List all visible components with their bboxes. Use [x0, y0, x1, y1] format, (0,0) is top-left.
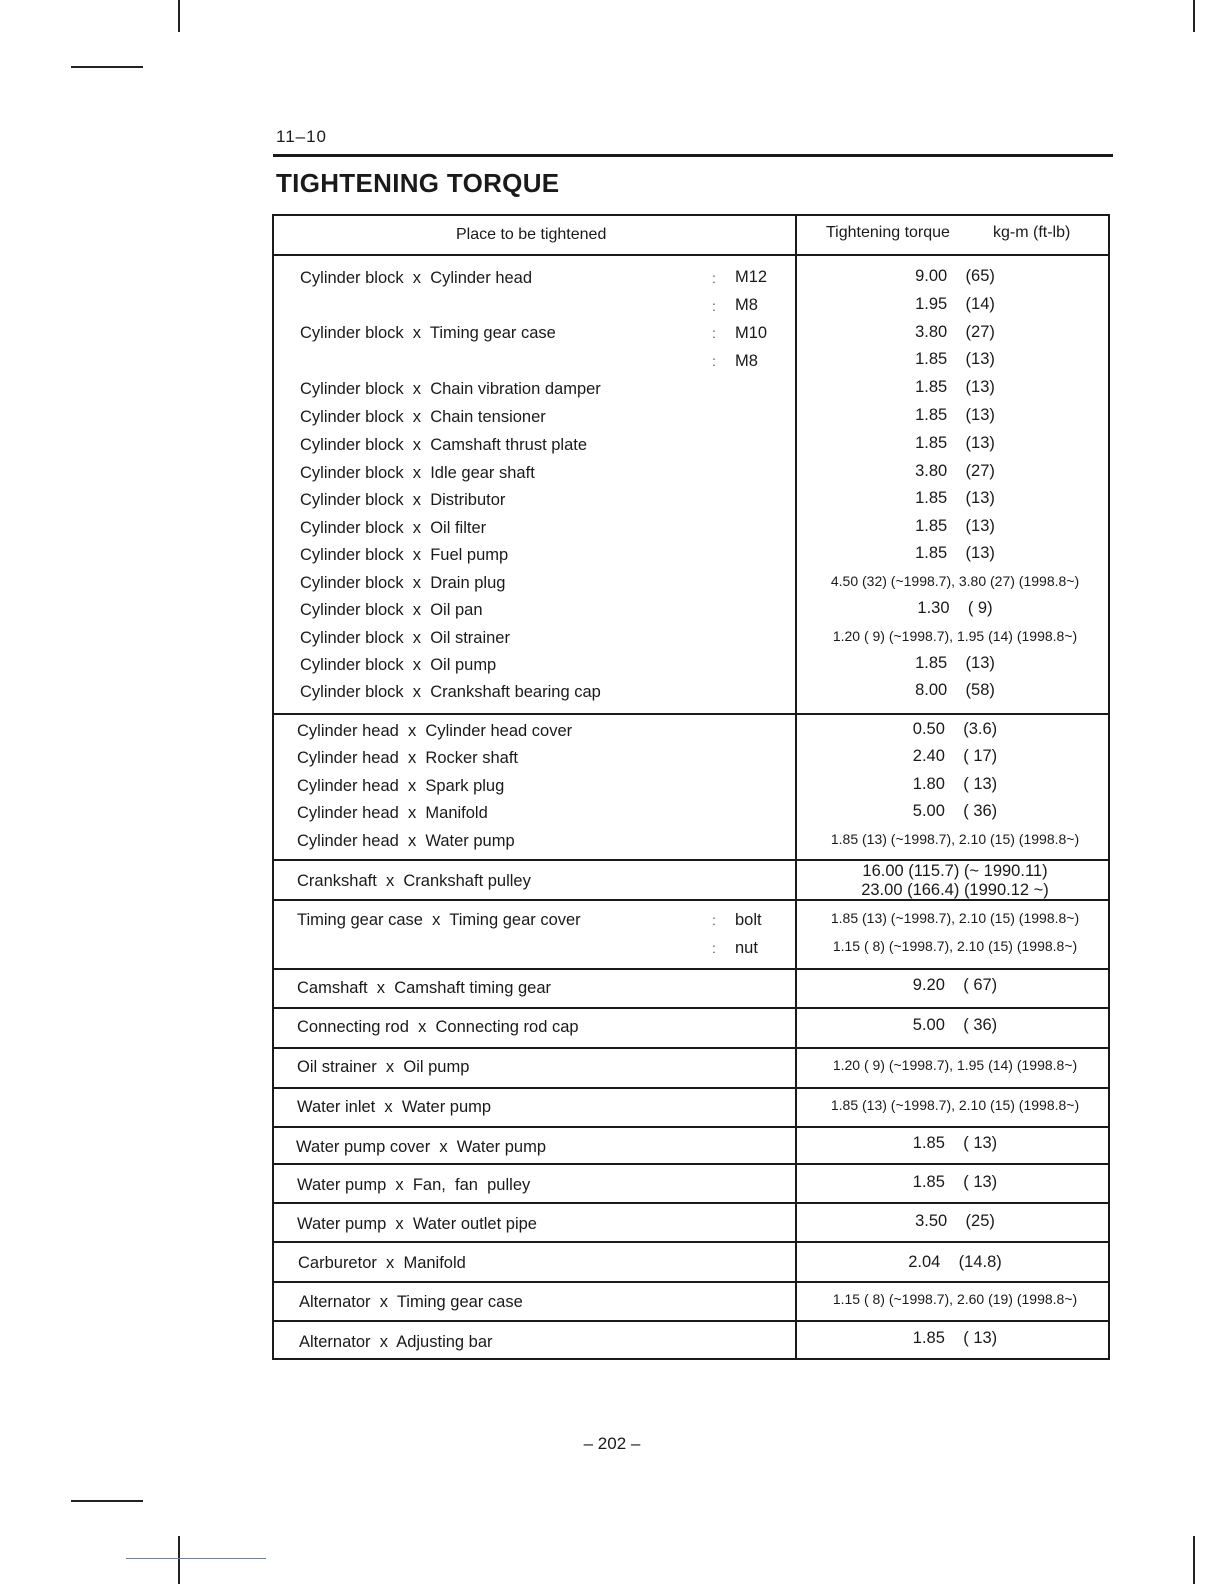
torque-cell: 1.30 ( 9)	[917, 599, 993, 617]
group-divider	[274, 1126, 1108, 1128]
torque-cell: 1.85 (13)	[915, 489, 995, 507]
place-cell: Cylinder block x Oil filter	[300, 519, 487, 537]
crop-mark-top-left	[178, 0, 180, 32]
place-cell: Cylinder block x Fuel pump	[300, 546, 509, 564]
torque-cell: 3.80 (27)	[915, 462, 995, 480]
place-cell: Crankshaft x Crankshaft pulley	[297, 872, 531, 890]
torque-cell: 1.85 (13) (~1998.7), 2.10 (15) (1998.8~)	[830, 910, 1080, 926]
place-cell: Carburetor x Manifold	[298, 1254, 466, 1272]
header-torque: Tightening torque	[826, 224, 950, 241]
crop-mark-left-lower	[71, 1500, 143, 1502]
group-divider	[274, 1163, 1108, 1165]
place-cell: Cylinder head x Cylinder head cover	[297, 722, 573, 740]
place-cell: Cylinder head x Manifold	[297, 804, 488, 822]
torque-cell: 1.95 (14)	[915, 295, 995, 313]
torque-cell: 2.40 ( 17)	[912, 747, 998, 765]
place-cell: Cylinder head x Spark plug	[297, 777, 505, 795]
spec-cell: M12	[735, 268, 768, 286]
place-cell: Cylinder block x Oil pan	[300, 601, 483, 619]
group-divider	[274, 899, 1108, 901]
group-divider	[274, 1241, 1108, 1243]
spec-cell: M8	[735, 296, 758, 314]
torque-cell: 1.20 ( 9) (~1998.7), 1.95 (14) (1998.8~)	[832, 1057, 1078, 1073]
place-cell: Alternator x Timing gear case	[299, 1293, 523, 1311]
torque-cell: 1.15 ( 8) (~1998.7), 2.10 (15) (1998.8~)	[832, 938, 1078, 954]
torque-cell: 1.15 ( 8) (~1998.7), 2.60 (19) (1998.8~)	[832, 1291, 1078, 1307]
crop-mark-left-upper	[71, 66, 143, 68]
torque-cell: 16.00 (115.7) (~ 1990.11)	[862, 862, 1048, 880]
colon-separator: :	[712, 325, 716, 341]
place-cell: Timing gear case x Timing gear cover	[297, 911, 581, 929]
header-place: Place to be tightened	[456, 226, 607, 243]
spec-cell: nut	[735, 939, 758, 957]
colon-separator: :	[712, 298, 716, 314]
torque-cell: 1.20 ( 9) (~1998.7), 1.95 (14) (1998.8~)	[832, 628, 1078, 644]
group-divider	[274, 1281, 1108, 1283]
place-cell: Cylinder block x Chain vibration damper	[300, 380, 601, 398]
crop-mark-bottom-right	[1193, 1536, 1195, 1584]
torque-cell: 0.50 (3.6)	[912, 720, 998, 738]
group-divider	[274, 1202, 1108, 1204]
place-cell: Connecting rod x Connecting rod cap	[297, 1018, 579, 1036]
place-cell: Water pump x Water outlet pipe	[297, 1215, 537, 1233]
header-unit: kg-m (ft-lb)	[993, 224, 1071, 241]
torque-cell: 4.50 (32) (~1998.7), 3.80 (27) (1998.8~)	[830, 573, 1080, 589]
header-rule	[273, 154, 1113, 157]
torque-cell: 5.00 ( 36)	[912, 802, 998, 820]
torque-cell: 5.00 ( 36)	[912, 1016, 998, 1034]
crop-mark-bottom-left	[178, 1536, 180, 1584]
place-cell: Water inlet x Water pump	[297, 1098, 492, 1116]
torque-cell: 1.85 (13)	[915, 406, 995, 424]
page-title: TIGHTENING TORQUE	[276, 168, 560, 198]
torque-cell: 1.85 (13)	[915, 434, 995, 452]
torque-cell: 1.85 (13)	[915, 378, 995, 396]
torque-cell: 9.00 (65)	[915, 267, 995, 285]
torque-cell: 8.00 (58)	[915, 681, 995, 699]
torque-cell: 2.04 (14.8)	[908, 1253, 1002, 1271]
torque-cell: 1.85 (13)	[915, 544, 995, 562]
place-cell: Cylinder block x Crankshaft bearing cap	[300, 683, 601, 701]
torque-cell: 9.20 ( 67)	[912, 976, 998, 994]
place-cell: Alternator x Adjusting bar	[299, 1333, 493, 1351]
colon-separator: :	[712, 270, 716, 286]
torque-cell: 3.50 (25)	[915, 1212, 995, 1230]
group-divider	[274, 1007, 1108, 1009]
group-divider	[274, 968, 1108, 970]
place-cell: Cylinder block x Oil strainer	[300, 629, 510, 647]
place-cell: Cylinder block x Camshaft thrust plate	[300, 436, 588, 454]
group-divider	[274, 713, 1108, 715]
place-cell: Cylinder block x Cylinder head	[300, 269, 533, 287]
torque-table	[272, 214, 1110, 1360]
colon-separator: :	[712, 912, 716, 928]
torque-cell: 3.80 (27)	[915, 323, 995, 341]
place-cell: Cylinder block x Oil pump	[300, 656, 497, 674]
colon-separator: :	[712, 353, 716, 369]
header-divider	[274, 254, 1108, 256]
place-cell: Water pump x Fan, fan pulley	[297, 1176, 531, 1194]
place-cell: Cylinder block x Idle gear shaft	[300, 464, 535, 482]
spec-cell: M8	[735, 352, 758, 370]
torque-cell: 1.85 (13) (~1998.7), 2.10 (15) (1998.8~)	[830, 1097, 1080, 1113]
crop-mark-top-right	[1193, 0, 1195, 32]
place-cell: Cylinder head x Rocker shaft	[297, 749, 519, 767]
section-code: 11–10	[276, 127, 328, 146]
place-cell: Cylinder block x Drain plug	[300, 574, 506, 592]
page-number: – 202 –	[583, 1434, 641, 1453]
torque-cell: 1.85 (13) (~1998.7), 2.10 (15) (1998.8~)	[830, 831, 1080, 847]
spec-cell: bolt	[735, 911, 762, 929]
torque-cell: 1.85 ( 13)	[912, 1329, 998, 1347]
torque-cell: 1.85 (13)	[915, 654, 995, 672]
torque-cell-secondary: 23.00 (166.4) (1990.12 ~)	[861, 881, 1049, 899]
place-cell: Oil strainer x Oil pump	[297, 1058, 470, 1076]
place-cell: Camshaft x Camshaft timing gear	[297, 979, 552, 997]
group-divider	[274, 1047, 1108, 1049]
torque-cell: 1.85 ( 13)	[912, 1134, 998, 1152]
torque-cell: 1.80 ( 13)	[912, 775, 998, 793]
colon-separator: :	[712, 940, 716, 956]
place-cell: Cylinder block x Distributor	[300, 491, 506, 509]
place-cell: Cylinder block x Timing gear case	[300, 324, 556, 342]
spec-cell: M10	[735, 324, 768, 342]
group-divider	[274, 1320, 1108, 1322]
torque-cell: 1.85 ( 13)	[912, 1173, 998, 1191]
place-cell: Water pump cover x Water pump	[296, 1138, 547, 1156]
group-divider	[274, 1087, 1108, 1089]
place-cell: Cylinder block x Chain tensioner	[300, 408, 546, 426]
place-cell: Cylinder head x Water pump	[297, 832, 515, 850]
torque-cell: 1.85 (13)	[915, 350, 995, 368]
torque-cell: 1.85 (13)	[915, 517, 995, 535]
crop-mark-bottom-line	[126, 1558, 266, 1559]
